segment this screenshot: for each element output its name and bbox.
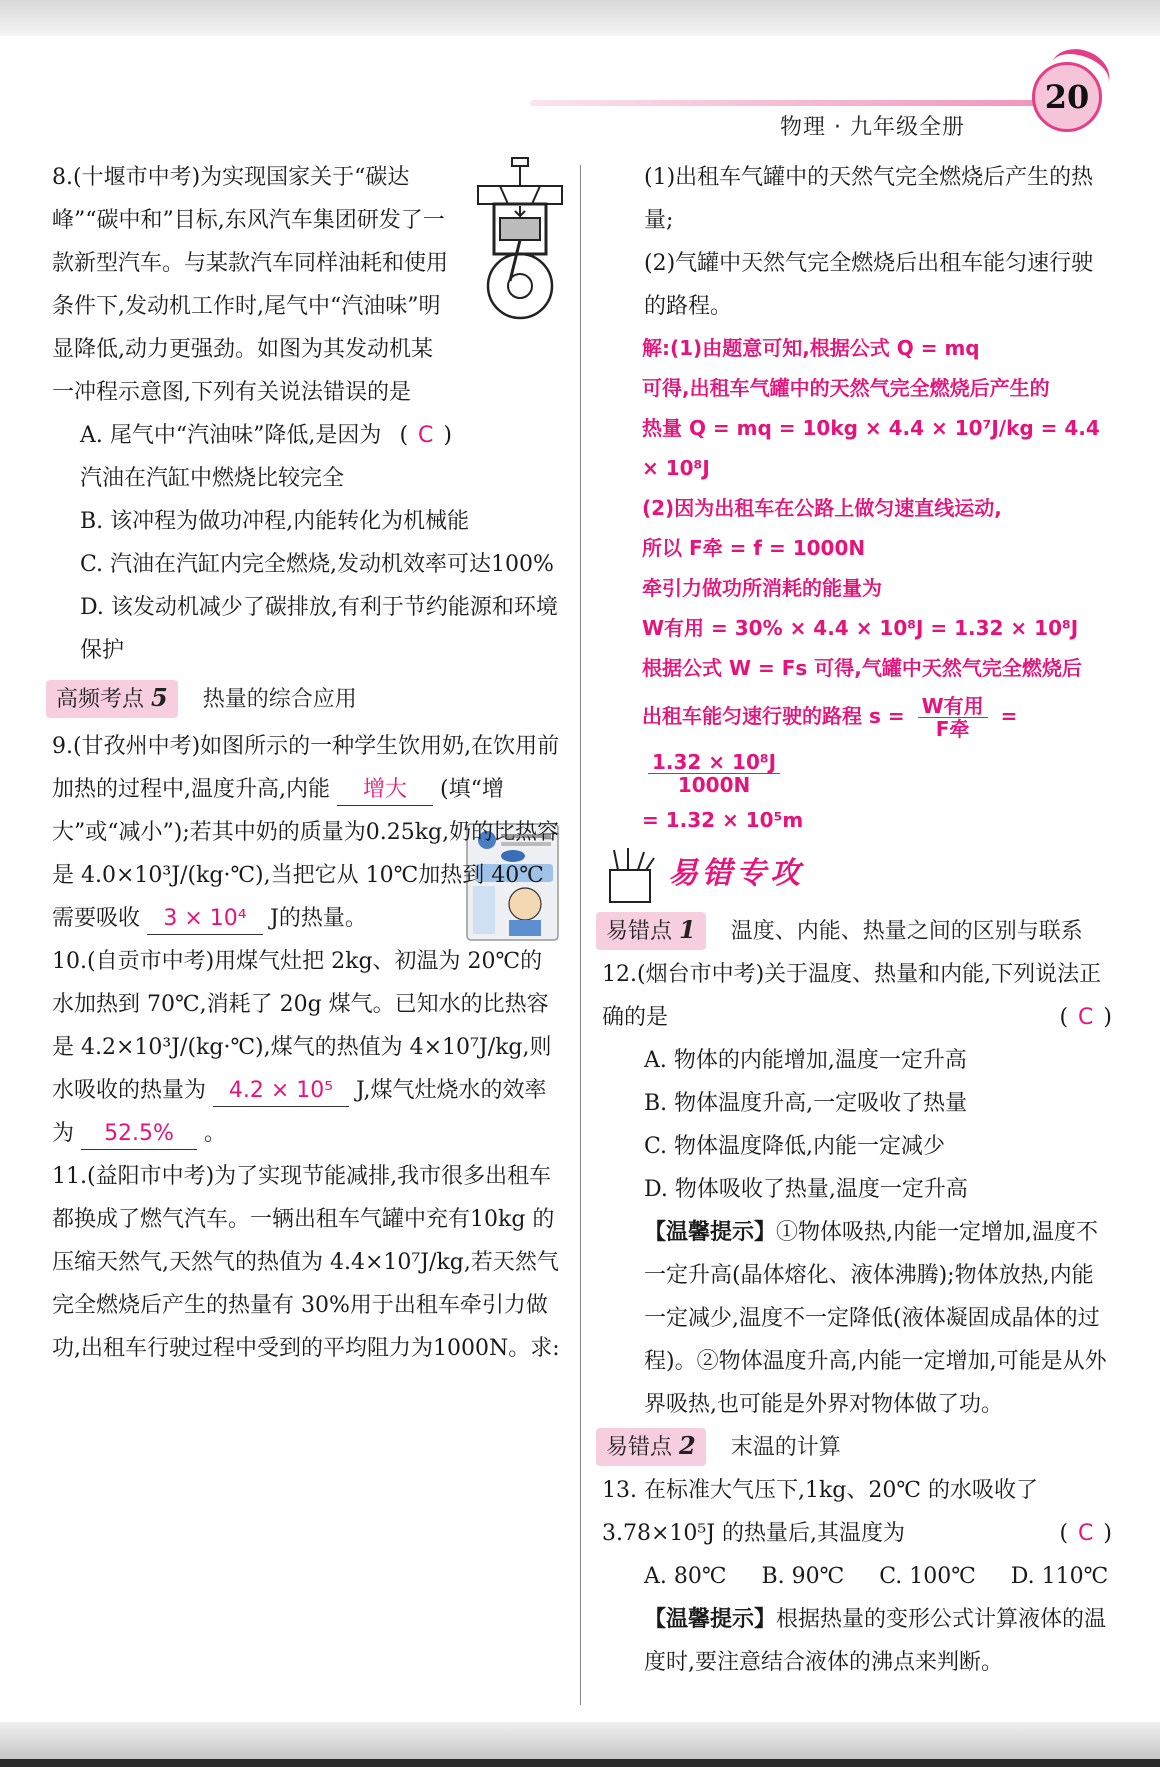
q10-answer-1: 4.2 × 10⁵ — [213, 1076, 349, 1107]
question-9 — [52, 725, 562, 940]
q8-answer-paren: ( C ) — [399, 423, 452, 448]
q13-options: A. 80℃ B. 90℃ C. 100℃ D. 110℃ — [644, 1564, 1109, 1589]
page-number-badge — [1032, 62, 1102, 132]
q13-tip: 【温馨提示】根据热量的变形公式计算液体的温度时,要注意结合液体的沸点来判断。 — [644, 1607, 1107, 1675]
pencil-cup-icon — [602, 846, 662, 906]
question-10 — [52, 940, 562, 1155]
q13-answer: C — [1078, 1521, 1094, 1546]
q11-sol-line-8: 根据公式 W = Fs 可得,气罐中天然气完全燃烧后 — [642, 656, 1082, 680]
question-13: 13. 在标准大气压下,1kg、20℃ 的水吸收了 3.78×10⁵J 的热量后,其温度为 ( C ) A. 80℃ B. 90℃ C. 100℃ D. 110℃ 【温馨提示】根据热量的变形公式计算液体的温度时,要注意结合液体的沸点来判断。 — [602, 1469, 1112, 1684]
q11-solution — [602, 328, 1112, 840]
section-tag: 高频考点 5 — [46, 680, 178, 718]
q10-text-2: J,煤气灶烧水的效率为 — [52, 1078, 547, 1146]
error-point-2-header: 易错点 2 末温的计算 — [596, 1426, 1112, 1469]
q8-text: 8.(十堰市中考)为实现国家关于“碳达峰”“碳中和”目标,东风汽车集团研发了一款新型汽车。与某款汽车同样油耗和使用条件下,发动机工作时,尾气中“汽油味”明显降低,动力更强劲。如图为其发动机某一冲程示意图,下列有关说法错误的是 — [52, 165, 449, 405]
error-section-banner — [602, 840, 1112, 910]
fraction-1: $\frac{\text{W有用}}{\text{F牵}}$ — [918, 695, 988, 740]
bottom-shade — [0, 1722, 1160, 1767]
q12-option-d: D. 物体吸收了热量,温度一定升高 — [644, 1177, 968, 1202]
q11-sol-final: = 1.32 × 10⁵m — [642, 808, 804, 832]
q12-tip: 【温馨提示】①物体吸热,内能一定增加,温度不一定升高(晶体熔化、液体沸腾);物体放热,内能一定减少,温度不一定降低(液体凝固成晶体的过程)。②物体温度升高,内能一定增加,可能是从外界吸热,也可能是外界对物体做了功。 — [644, 1220, 1107, 1417]
q13-text: 13. 在标准大气压下,1kg、20℃ 的水吸收了 3.78×10⁵J 的热量后,其温度为 — [602, 1478, 1038, 1546]
error-section-title: 易错专攻 — [668, 856, 804, 891]
q11-sub-1: (1)出租车气罐中的天然气完全燃烧后产生的热量; — [644, 165, 1094, 233]
q9-text-2: (填“增大”或“减小”);若其中奶的质量为0.25kg,奶的比热容是 4.0×10³J/(kg·℃),当把它从 10℃加热到 40℃需要吸收 — [52, 777, 560, 931]
q11-sol-line-7: W有用 = 30% × 4.4 × 10⁸J = 1.32 × 10⁸J — [642, 616, 1079, 640]
q11-sol-line-1: 解:(1)由题意可知,根据公式 Q = mq — [642, 336, 980, 360]
right-column — [602, 156, 1112, 1684]
q9-text-3: J的热量。 — [270, 906, 367, 931]
q12-answer: C — [1078, 1005, 1094, 1030]
page-number: 20 — [1044, 78, 1090, 116]
q9-text-1: 9.(甘孜州中考)如图所示的一种学生饮用奶,在饮用前加热的过程中,温度升高,内能 — [52, 734, 560, 802]
top-shade — [0, 0, 1160, 36]
q11-sol-fraction-line: 出租车能匀速行驶的路程 s = $\frac{\text{W有用}}{\text{F牵}}$ = $\frac{\text{1.32 × 10⁸J}}{1000N}$ — [642, 694, 1018, 797]
section-header-5 — [46, 678, 562, 721]
q12-text: 12.(烟台市中考)关于温度、热量和内能,下列说法正确的是 — [602, 962, 1102, 1030]
q8-option-a: A. 尾气中“汽油味”降低,是因为汽油在汽缸中燃烧比较完全 — [80, 423, 382, 491]
q11-sub-2: (2)气罐中天然气完全燃烧后出租车能匀速行驶的路程。 — [644, 251, 1094, 319]
q11-sol-line-6: 牵引力做功所消耗的能量为 — [642, 576, 882, 600]
q10-text-3: 。 — [204, 1121, 227, 1146]
q10-answer-2: 52.5% — [81, 1119, 197, 1150]
q8-answer: C — [418, 423, 434, 448]
fraction-2: $\frac{\text{1.32 × 10⁸J}}{1000N}$ — [648, 751, 780, 796]
section-title: 热量的综合应用 — [202, 687, 357, 712]
header-line — [530, 100, 1090, 106]
left-column — [52, 156, 562, 1370]
q8-option-d: D. 该发动机减少了碳排放,有利于节约能源和环境保护 — [80, 595, 558, 663]
q11-sol-line-2: 可得,出租车气罐中的天然气完全燃烧后产生的 — [642, 376, 1050, 400]
q12-option-c: C. 物体温度降低,内能一定减少 — [644, 1134, 946, 1159]
q8-option-b: B. 该冲程为做功冲程,内能转化为机械能 — [80, 509, 470, 534]
question-8 — [52, 156, 562, 672]
q8-option-c: C. 汽油在汽缸内完全燃烧,发动机效率可达100% — [80, 552, 554, 577]
header-title: 物理 · 九年级全册 — [780, 115, 965, 140]
error-point-1-header: 易错点 1 温度、内能、热量之间的区别与联系 — [596, 910, 1112, 953]
q9-answer-2: 3 × 10⁴ — [147, 904, 263, 935]
q12-option-b: B. 物体温度升高,一定吸收了热量 — [644, 1091, 968, 1116]
q11-sol-line-5: 所以 F牵 = f = 1000N — [642, 536, 866, 560]
question-11 — [52, 1155, 562, 1370]
q11-text: 11.(益阳市中考)为了实现节能减排,我市很多出租车都换成了燃气汽车。一辆出租车气罐中充有10kg 的压缩天然气,天然气的热值为 4.4×10⁷J/kg,若天然气完全燃烧后产生的热量有 30%用于出租车牵引力做功,出租车行驶过程中受到的平均阻力为1000N。求: — [52, 1164, 560, 1361]
column-divider — [580, 165, 581, 1705]
q9-answer-1: 增大 — [337, 775, 433, 806]
q10-text-1: 10.(自贡市中考)用煤气灶把 2kg、初温为 20℃的水加热到 70℃,消耗了 20g 煤气。已知水的比热容是 4.2×10³J/(kg·℃),煤气的热值为 4×10⁷J/kg,则水吸收的热量为 — [52, 949, 552, 1103]
q11-sol-line-4: (2)因为出租车在公路上做匀速直线运动, — [642, 496, 1002, 520]
q11-sol-line-3: 热量 Q = mq = 10kg × 4.4 × 10⁷J/kg = 4.4 × 10⁸J — [642, 416, 1100, 480]
question-12: 12.(烟台市中考)关于温度、热量和内能,下列说法正确的是 ( C ) A. 物体的内能增加,温度一定升高 B. 物体温度升高,一定吸收了热量 C. 物体温度降低,内能一定减少 D. 物体吸收了热量,温度一定升高 【温馨提示】①物体吸热,内能一定增加,温度不一定升高(晶体熔化、液体沸腾);物体放热,内能一定减少,温度不一定降低(液体凝固成晶体的过程)。②物体温度升高,内能一定增加,可能是从外界吸热,也可能是外界对物体做了功。 — [602, 953, 1112, 1426]
q12-option-a: A. 物体的内能增加,温度一定升高 — [644, 1048, 967, 1073]
